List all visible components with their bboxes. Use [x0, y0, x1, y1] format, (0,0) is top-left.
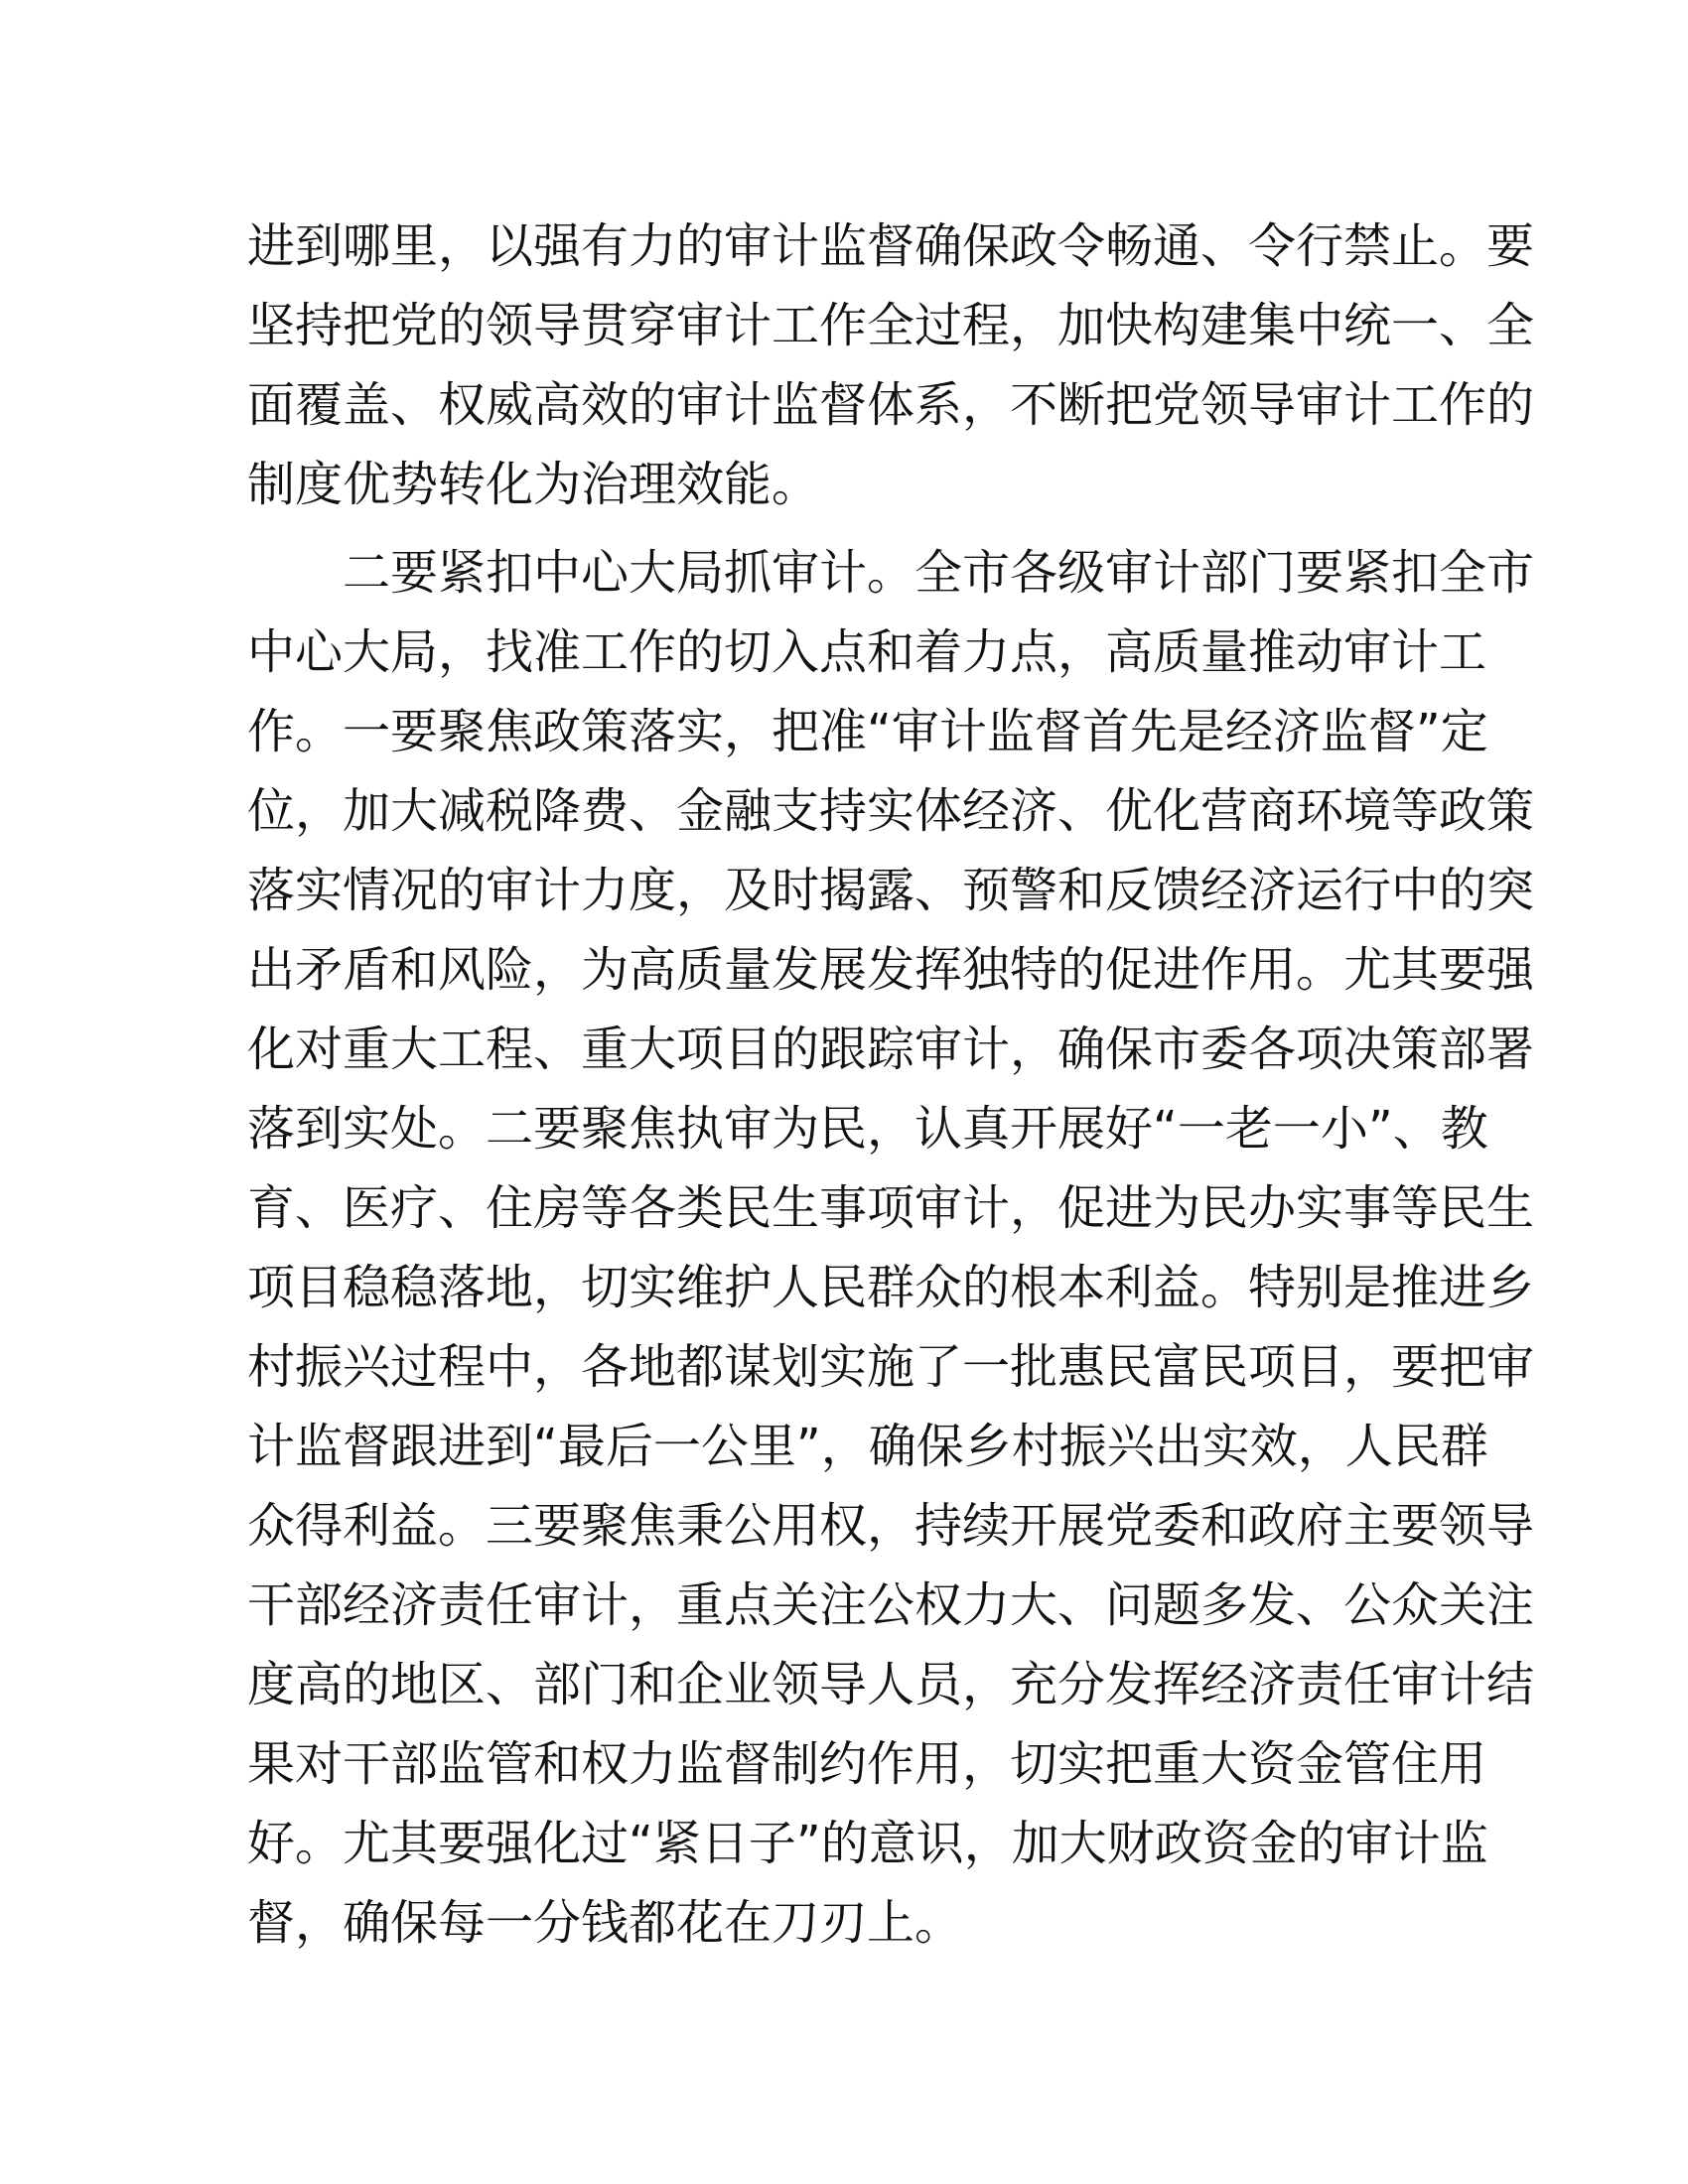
text-line: 进到哪里，以强有力的审计监督确保政令畅通、令行禁止。要: [247, 218, 1535, 274]
text-line: 化对重大工程、重大项目的跟踪审计，确保市委各项决策部署: [247, 1022, 1535, 1077]
text-line: 面覆盖、权威高效的审计监督体系，不断把党领导审计工作的: [247, 377, 1535, 433]
paragraph-1: [247, 206, 1535, 524]
text-line: 二要紧扣中心大局抓审计。全市各级审计部门要紧扣全市: [343, 545, 1535, 601]
text-line: 干部经济责任审计，重点关注公权力大、问题多发、公众关注: [247, 1577, 1535, 1633]
text-line: 项目稳稳落地，切实维护人民群众的根本利益。特别是推进乡: [247, 1260, 1535, 1315]
paragraph-2: [247, 533, 1535, 1963]
text-line: 作。一要聚焦政策落实，把准“审计监督首先是经济监督”定: [247, 704, 1488, 759]
text-line: 育、医疗、住房等各类民生事项审计，促进为民办实事等民生: [247, 1180, 1535, 1236]
text-line: 坚持把党的领导贯穿审计工作全过程，加快构建集中统一、全: [247, 298, 1535, 353]
text-line: 众得利益。三要聚焦秉公用权，持续开展党委和政府主要领导: [247, 1498, 1535, 1554]
text-line: 度高的地区、部门和企业领导人员，充分发挥经济责任审计结: [247, 1657, 1535, 1712]
text-line: 村振兴过程中，各地都谋划实施了一批惠民富民项目，要把审: [247, 1339, 1535, 1395]
text-line: 中心大局，找准工作的切入点和着力点，高质量推动审计工: [247, 624, 1487, 680]
text-line: 制度优势转化为治理效能。: [247, 457, 820, 512]
text-line: 落到实处。二要聚焦执审为民，认真开展好“一老一小”、教: [247, 1101, 1488, 1157]
text-line: 督，确保每一分钱都花在刀刃上。: [247, 1895, 963, 1951]
text-line: 落实情况的审计力度，及时揭露、预警和反馈经济运行中的突: [247, 863, 1535, 918]
text-line: 位，加大减税降费、金融支持实体经济、优化营商环境等政策: [247, 783, 1535, 839]
text-line: 果对干部监管和权力监督制约作用，切实把重大资金管住用: [247, 1736, 1487, 1792]
text-line: 好。尤其要强化过“紧日子”的意识，加大财政资金的审计监: [247, 1816, 1488, 1871]
text-line: 出矛盾和风险，为高质量发展发挥独特的促进作用。尤其要强: [247, 942, 1535, 998]
text-line: 计监督跟进到“最后一公里”，确保乡村振兴出实效，人民群: [247, 1419, 1488, 1474]
